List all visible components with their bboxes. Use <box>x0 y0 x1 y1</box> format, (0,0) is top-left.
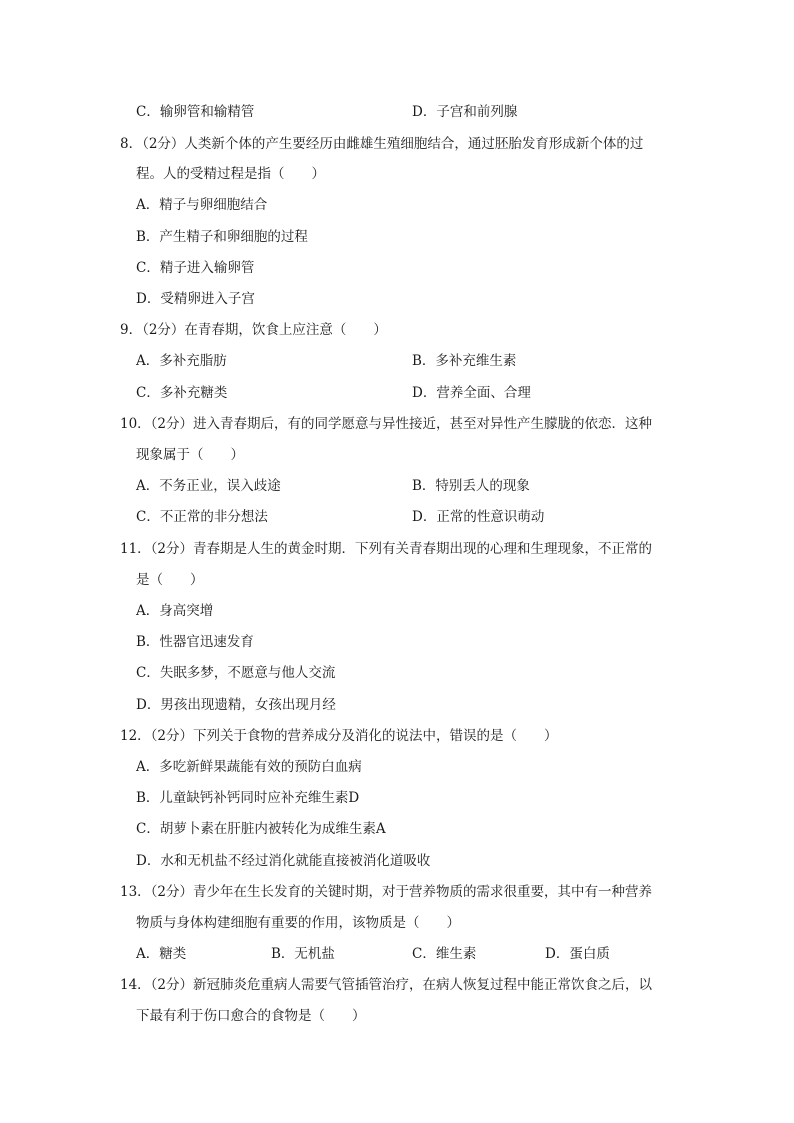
q10-stem-line2: 现象属于（ ） <box>136 447 244 463</box>
q9-stem: 9．（2分）在青春期，饮食上应注意（ ） <box>120 322 387 338</box>
q11-option-b: B．性器官迅速发育 <box>136 634 254 650</box>
q10-option-b: B．特别丢人的现象 <box>412 478 530 494</box>
q12-option-a: A．多吃新鲜果蔬能有效的预防白血病 <box>136 759 362 775</box>
q9-option-a: A．多补充脂肪 <box>136 353 227 369</box>
q10-option-d: D．正常的性意识萌动 <box>412 509 545 525</box>
q9-option-b: B．多补充维生素 <box>412 353 517 369</box>
q13-option-a: A．糖类 <box>136 946 187 962</box>
q14-stem-line1: 14．（2分）新冠肺炎危重病人需要气管插管治疗，在病人恢复过程中能正常饮食之后，以 <box>120 977 653 993</box>
q13-option-c: C．维生素 <box>412 946 477 962</box>
q12-option-c: C．胡萝卜素在肝脏内被转化为成维生素A <box>136 821 386 837</box>
q13-stem-line2: 物质与身体构建细胞有重要的作用，该物质是（ ） <box>136 915 460 931</box>
q7-option-d: D．子宫和前列腺 <box>412 104 518 120</box>
q8-option-a: A．精子与卵细胞结合 <box>136 197 268 213</box>
q9-option-d: D．营养全面、合理 <box>412 385 531 401</box>
q13-option-b: B．无机盐 <box>271 946 335 962</box>
q8-stem-line2: 程。人的受精过程是指（ ） <box>136 166 325 182</box>
q13-stem-line1: 13．（2分）青少年在生长发育的关键时期，对于营养物质的需求很重要，其中有一种营养 <box>120 884 653 900</box>
q7-option-c: C．输卵管和输精管 <box>136 104 255 120</box>
q8-option-b: B．产生精子和卵细胞的过程 <box>136 229 308 245</box>
q13-option-d: D．蛋白质 <box>545 946 610 962</box>
q9-option-c: C．多补充糖类 <box>136 385 228 401</box>
q8-option-d: D．受精卵进入子宫 <box>136 291 255 307</box>
q8-stem-line1: 8．（2分）人类新个体的产生要经历由雌雄生殖细胞结合，通过胚胎发育形成新个体的过 <box>120 136 644 152</box>
q11-option-c: C．失眠多梦，不愿意与他人交流 <box>136 665 336 681</box>
q11-option-a: A．身高突增 <box>136 603 214 619</box>
q11-option-d: D．男孩出现遗精，女孩出现月经 <box>136 697 336 713</box>
q8-option-c: C．精子进入输卵管 <box>136 260 255 276</box>
q12-option-b: B．儿童缺钙补钙同时应补充维生素D <box>136 790 360 806</box>
q14-stem-line2: 下最有利于伤口愈合的食物是（ ） <box>136 1008 366 1024</box>
q11-stem-line1: 11．（2分）青春期是人生的黄金时期．下列有关青春期出现的心理和生理现象，不正常的 <box>120 541 653 557</box>
q11-stem-line2: 是（ ） <box>136 572 204 588</box>
q10-stem-line1: 10．（2分）进入青春期后，有的同学愿意与异性接近，甚至对异性产生朦胧的依恋．这种 <box>120 416 653 432</box>
q10-option-a: A．不务正业，误入歧途 <box>136 478 281 494</box>
q10-option-c: C．不正常的非分想法 <box>136 509 268 525</box>
q12-stem: 12．（2分）下列关于食物的营养成分及消化的说法中，错误的是（ ） <box>120 728 558 744</box>
q12-option-d: D．水和无机盐不经过消化就能直接被消化道吸收 <box>136 853 431 869</box>
